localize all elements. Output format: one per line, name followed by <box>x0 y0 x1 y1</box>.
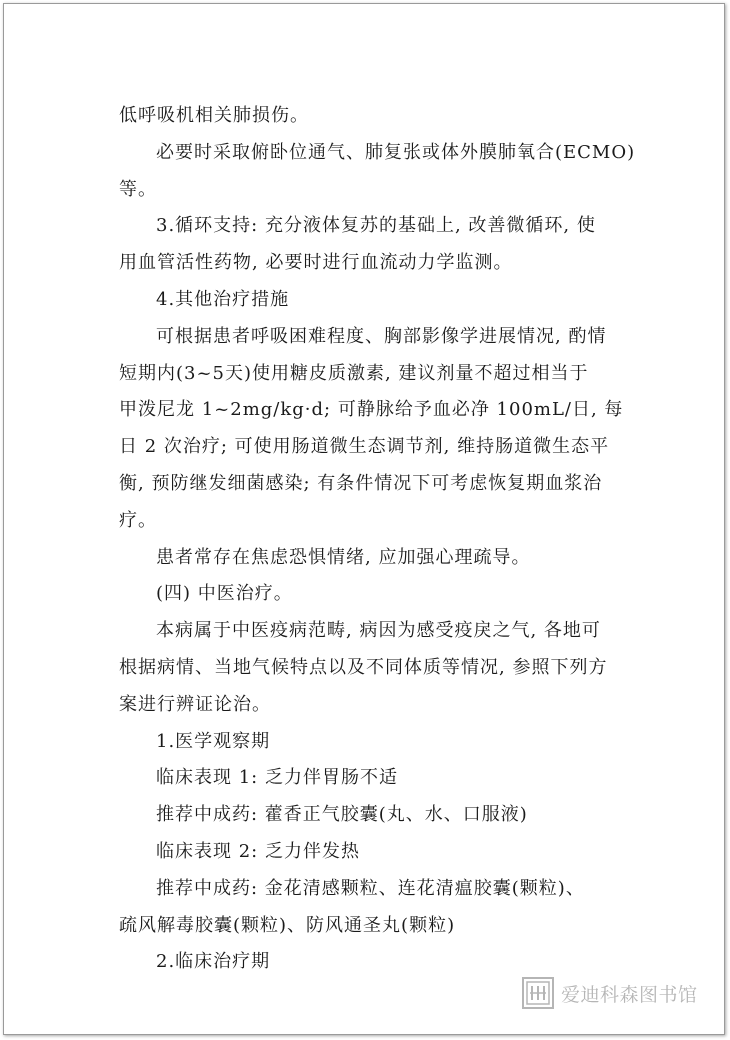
text-line: 疏风解毒胶囊(颗粒)、防风通圣丸(颗粒) <box>119 914 456 936</box>
text-line: 1.医学观察期 <box>156 730 271 752</box>
watermark-text: 爱迪科森图书馆 <box>561 983 698 1006</box>
text-line: 用血管活性药物, 必要时进行血流动力学监测。 <box>119 252 513 274</box>
text-line: 必要时采取俯卧位通气、肺复张或体外膜肺氧合(ECMO) <box>156 141 636 163</box>
document-page <box>3 3 725 1035</box>
text-line: 推荐中成药: 金花清感颗粒、连花清瘟胶囊(颗粒)、 <box>156 877 585 899</box>
text-line: (四) 中医治疗。 <box>156 583 293 605</box>
text-line: 等。 <box>119 178 157 200</box>
watermark <box>521 976 698 1010</box>
text-line: 本病属于中医疫病范畴, 病因为感受疫戾之气, 各地可 <box>156 620 601 642</box>
text-line: 可根据患者呼吸困难程度、胸部影像学进展情况, 酌情 <box>156 325 607 347</box>
document-body <box>119 98 636 981</box>
text-line: 甲泼尼龙 1~2mg/kg·d; 可静脉给予血必净 100mL/日, 每 <box>119 399 624 421</box>
text-line: 案进行辨证论治。 <box>119 693 271 715</box>
library-logo-icon <box>521 976 555 1010</box>
text-line: 日 2 次治疗; 可使用肠道微生态调节剂, 维持肠道微生态平 <box>119 436 610 458</box>
text-line: 4.其他治疗措施 <box>156 288 290 310</box>
text-line: 临床表现 1: 乏力伴胃肠不适 <box>156 767 398 789</box>
text-line: 临床表现 2: 乏力伴发热 <box>156 840 360 862</box>
text-line: 3.循环支持: 充分液体复苏的基础上, 改善微循环, 使 <box>156 215 596 237</box>
text-line: 患者常存在焦虑恐惧情绪, 应加强心理疏导。 <box>156 546 531 568</box>
text-line: 推荐中成药: 藿香正气胶囊(丸、水、口服液) <box>156 804 528 826</box>
text-line: 2.临床治疗期 <box>156 951 271 973</box>
text-line: 根据病情、当地气候特点以及不同体质等情况, 参照下列方 <box>119 656 608 678</box>
text-line: 低呼吸机相关肺损伤。 <box>119 105 309 126</box>
text-line: 疗。 <box>119 509 157 531</box>
text-line: 衡, 预防继发细菌感染; 有条件情况下可考虑恢复期血浆治 <box>119 472 603 494</box>
text-line: 短期内(3~5天)使用糖皮质激素, 建议剂量不超过相当于 <box>119 362 589 384</box>
